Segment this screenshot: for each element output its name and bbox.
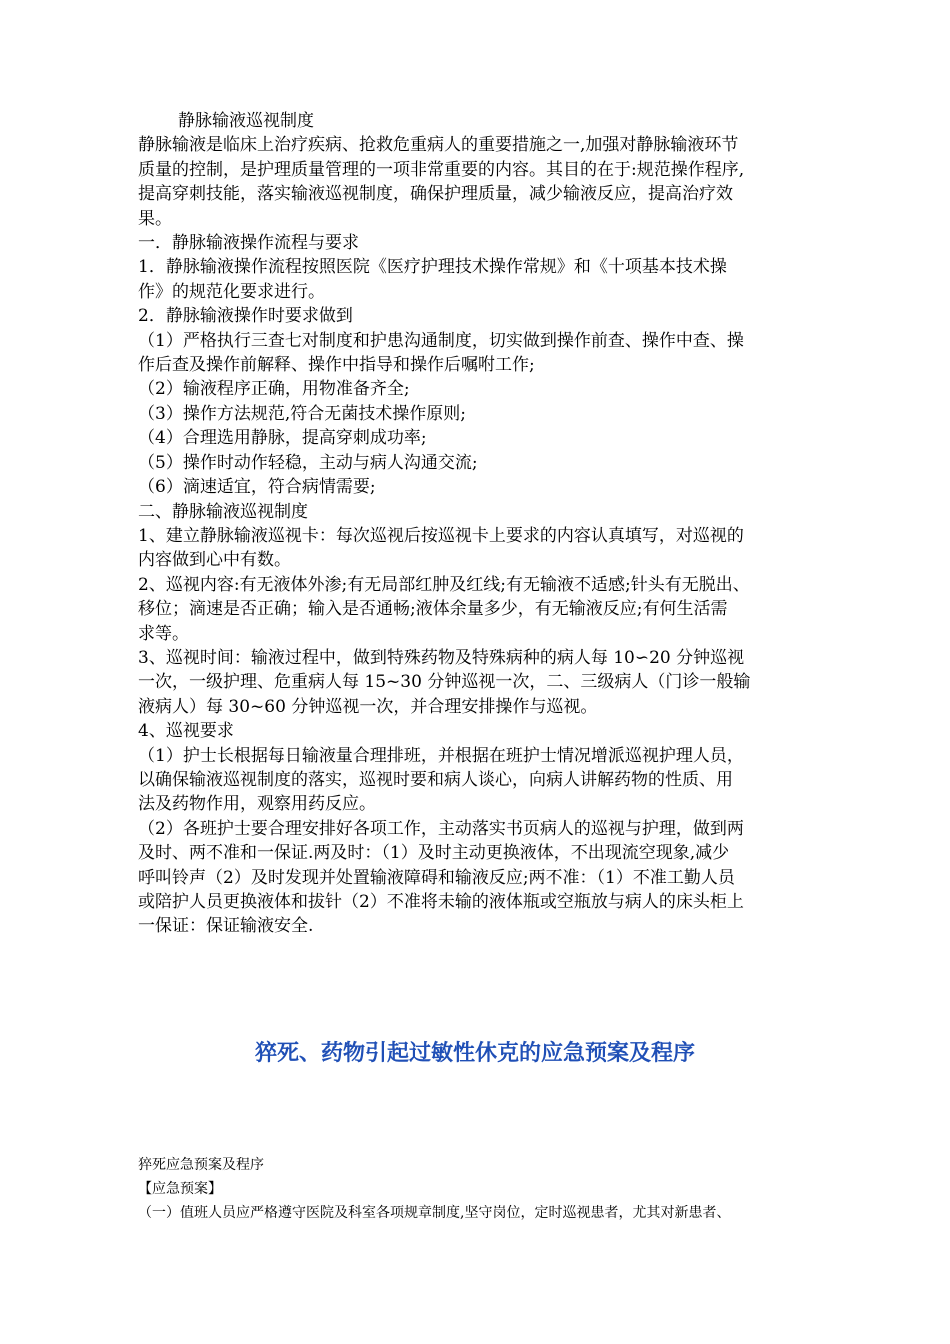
- patrol-4-1-line-2: 以确保输液巡视制度的落实，巡视时要和病人谈心，向病人讲解药物的性质、用: [138, 769, 733, 790]
- infusion-patrol-section: [138, 109, 828, 939]
- patrol-3-line-1: 3、巡视时间：输液过程中，做到特殊药物及特殊病种的病人每 10∽20 分钟巡视: [138, 647, 745, 668]
- patrol-3-line-3: 液病人）每 30~60 分钟巡视一次，并合理安排操作与巡视。: [138, 696, 598, 717]
- patrol-4-2-line-1: （2）各班护士要合理安排好各项工作，主动落实书页病人的巡视与护理，做到两: [138, 818, 744, 839]
- patrol-2-line-1: 2、巡视内容:有无液体外渗;有无局部红肿及红线;有无输液不适感;针头有无脱出、: [138, 574, 750, 595]
- heading-operation-process: 一．静脉输液操作流程与要求: [138, 233, 359, 254]
- heading-patrol-system: 二、静脉输液巡视制度: [138, 501, 308, 522]
- requirement-5: （5）操作时动作轻稳，主动与病人沟通交流;: [138, 452, 478, 473]
- document-title: 静脉输液巡视制度: [178, 111, 314, 131]
- sudden-death-section: [138, 1153, 838, 1225]
- emergency-plan-label: 【应急预案】: [138, 1181, 222, 1197]
- intro-line-1: 静脉输液是临床上治疗疾病、抢救危重病人的重要措施之一,加强对静脉输液环节: [138, 135, 739, 156]
- emergency-plan-heading: 猝死、药物引起过敏性休克的应急预案及程序: [254, 1040, 695, 1066]
- requirement-6: （6）滴速适宜，符合病情需要;: [138, 477, 376, 498]
- requirement-1-line-1: （1）严格执行三查七对制度和护患沟通制度，切实做到操作前查、操作中查、操: [138, 330, 744, 351]
- intro-line-4: 果。: [138, 208, 172, 229]
- patrol-4-2-line-4: 或陪护人员更换液体和拔针（2）不准将未输的液体瓶或空瓶放与病人的床头柜上: [138, 892, 744, 912]
- patrol-1-line-2: 内容做到心中有数。: [138, 550, 291, 571]
- patrol-3-line-2: 一次，一级护理、危重病人每 15~30 分钟巡视一次，二、三级病人（门诊一般输: [138, 672, 751, 693]
- patrol-4-2-line-2: 及时、两不准和一保证.两及时：（1）及时主动更换液体，不出现流空现象,减少: [138, 843, 730, 864]
- requirement-2: （2）输液程序正确，用物准备齐全;: [138, 379, 410, 400]
- item-1-line-1: 1．静脉输液操作流程按照医院《医疗护理技术操作常规》和《十项基本技术操: [138, 257, 727, 278]
- requirement-4: （4）合理选用静脉，提高穿刺成功率;: [138, 428, 427, 449]
- sudden-death-subtitle: 猝死应急预案及程序: [138, 1157, 264, 1173]
- patrol-4: 4、巡视要求: [138, 721, 234, 742]
- patrol-4-2-line-5: 一保证：保证输液安全.: [138, 916, 314, 937]
- intro-line-2: 质量的控制，是护理质量管理的一项非常重要的内容。其目的在于:规范操作程序,: [138, 159, 745, 180]
- patrol-4-1-line-1: （1）护士长根据每日输液量合理排班，并根据在班护士情况增派巡视护理人员，: [138, 745, 744, 766]
- intro-line-3: 提高穿刺技能，落实输液巡视制度，确保护理质量，减少输液反应，提高治疗效: [138, 184, 733, 205]
- patrol-4-2-line-3: 呼叫铃声（2）及时发现并处置输液障碍和输液反应;两不准：（1）不准工勤人员: [138, 867, 735, 888]
- patrol-4-1-line-3: 法及药物作用，观察用药反应。: [138, 794, 376, 815]
- requirement-1-line-2: 作后查及操作前解释、操作中指导和操作后嘱咐工作;: [138, 355, 535, 376]
- item-2: 2．静脉输液操作时要求做到: [138, 306, 353, 327]
- patrol-2-line-2: 移位；滴速是否正确；输入是否通畅;液体余量多少，有无输液反应;有何生活需: [138, 599, 728, 620]
- patrol-1-line-1: 1、建立静脉输液巡视卡：每次巡视后按巡视卡上要求的内容认真填写，对巡视的: [138, 525, 744, 546]
- requirement-3: （3）操作方法规范,符合无菌技术操作原则;: [138, 403, 466, 424]
- patrol-2-line-3: 求等。: [138, 623, 189, 644]
- emergency-item-1: （一）值班人员应严格遵守医院及科室各项规章制度,坚守岗位，定时巡视患者，尤其对新患者、: [138, 1205, 731, 1221]
- item-1-line-2: 作》的规范化要求进行。: [138, 281, 325, 302]
